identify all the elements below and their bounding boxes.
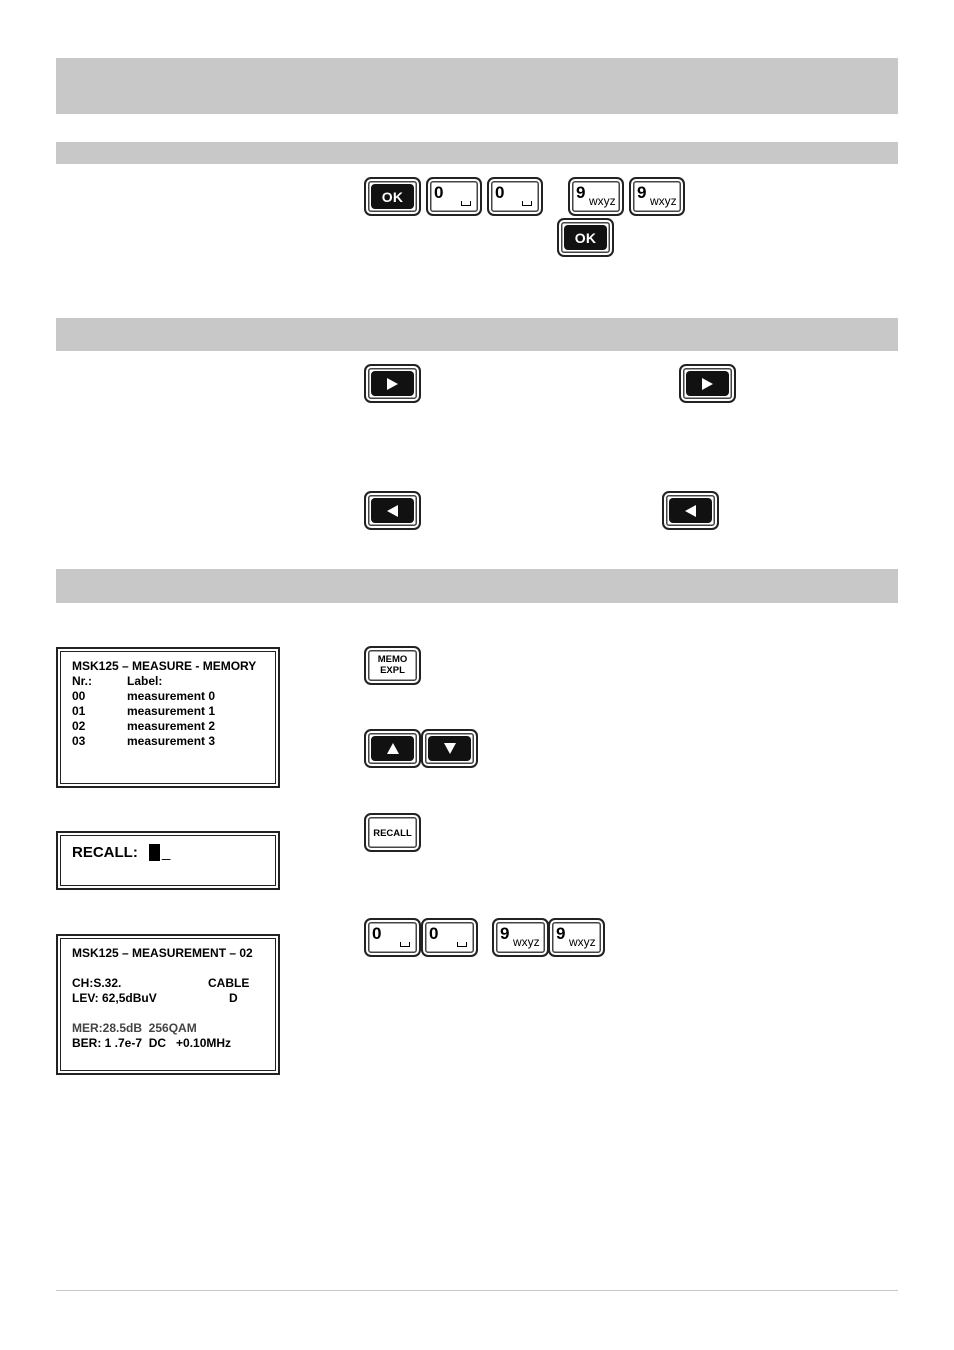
page-header-bar <box>56 58 898 114</box>
screen-title: MSK125 – MEASURE - MEMORY <box>72 659 257 673</box>
right-arrow-key[interactable] <box>679 364 736 403</box>
memory-row-label: measurement 0 <box>127 689 216 703</box>
nine-key-letters: wxyz <box>650 194 677 208</box>
memo-expl-key[interactable] <box>364 646 421 685</box>
space-symbol-icon <box>461 201 471 206</box>
recall-key-label: RECALL <box>373 828 412 839</box>
nine-key-label: 9 <box>556 924 566 943</box>
memory-row-nr: 02 <box>72 719 86 733</box>
memo-key-line1: MEMO <box>377 654 408 665</box>
memo-key-line2: EXPL <box>380 664 405 676</box>
ber-value: BER: 1 .7e-7 DC +0.10MHz <box>72 1036 232 1050</box>
ok-key-label: OK <box>371 184 414 209</box>
space-symbol-icon <box>400 942 410 947</box>
footer-divider <box>56 1290 898 1291</box>
measurement-screen <box>56 934 280 1075</box>
nine-key-label: 9 <box>500 924 510 943</box>
zero-key[interactable] <box>364 918 421 957</box>
ok-key[interactable] <box>557 218 614 257</box>
space-symbol-icon <box>457 942 467 947</box>
zero-key-label: 0 <box>372 924 382 943</box>
memory-list-screen <box>56 647 280 788</box>
recall-cursor-block <box>149 844 160 861</box>
section-bar-3 <box>56 569 898 603</box>
right-arrow-icon <box>387 378 398 390</box>
zero-key-label: 0 <box>429 924 439 943</box>
section-bar-2 <box>56 318 898 351</box>
mer-value: MER:28.5dB 256QAM <box>72 1021 197 1035</box>
nine-key-label: 9 <box>576 183 586 202</box>
channel-value: CH:S.32. <box>72 976 122 990</box>
recall-cursor: _ <box>162 844 171 861</box>
down-arrow-key[interactable] <box>421 729 478 768</box>
left-arrow-key[interactable] <box>364 491 421 530</box>
nine-key-letters: wxyz <box>589 194 616 208</box>
memory-row-label: measurement 2 <box>127 719 216 733</box>
nine-key-letters: wxyz <box>569 935 596 949</box>
column-label-header: Label: <box>127 674 163 688</box>
mode-value: CABLE <box>208 976 250 990</box>
recall-label: RECALL: <box>72 844 138 861</box>
left-arrow-key[interactable] <box>662 491 719 530</box>
memory-row-label: measurement 3 <box>127 734 216 748</box>
memory-row-nr: 01 <box>72 704 86 718</box>
up-arrow-icon <box>387 743 399 754</box>
level-value: LEV: 62,5dBuV <box>72 991 157 1005</box>
left-arrow-icon <box>387 505 398 517</box>
memory-row-nr: 03 <box>72 734 86 748</box>
screen-title: MSK125 – MEASUREMENT – 02 <box>72 946 253 960</box>
section-bar-1 <box>56 142 898 164</box>
right-arrow-key[interactable] <box>364 364 421 403</box>
nine-key[interactable] <box>568 177 624 216</box>
memory-row-nr: 00 <box>72 689 86 703</box>
ok-key[interactable] <box>364 177 421 216</box>
mode-flag: D <box>229 991 238 1005</box>
ok-key-label: OK <box>564 225 607 250</box>
nine-key[interactable] <box>629 177 685 216</box>
up-arrow-key[interactable] <box>364 729 421 768</box>
zero-key[interactable] <box>421 918 478 957</box>
zero-key[interactable] <box>426 177 482 216</box>
nine-key[interactable] <box>548 918 605 957</box>
nine-key-label: 9 <box>637 183 647 202</box>
down-arrow-icon <box>444 743 456 754</box>
right-arrow-icon <box>702 378 713 390</box>
recall-screen <box>56 831 280 890</box>
column-nr-header: Nr.: <box>72 674 93 688</box>
nine-key-letters: wxyz <box>513 935 540 949</box>
zero-key-label: 0 <box>434 183 444 202</box>
space-symbol-icon <box>522 201 532 206</box>
memory-row-label: measurement 1 <box>127 704 216 718</box>
zero-key[interactable] <box>487 177 543 216</box>
nine-key[interactable] <box>492 918 549 957</box>
zero-key-label: 0 <box>495 183 505 202</box>
left-arrow-icon <box>685 505 696 517</box>
recall-key[interactable] <box>364 813 421 852</box>
